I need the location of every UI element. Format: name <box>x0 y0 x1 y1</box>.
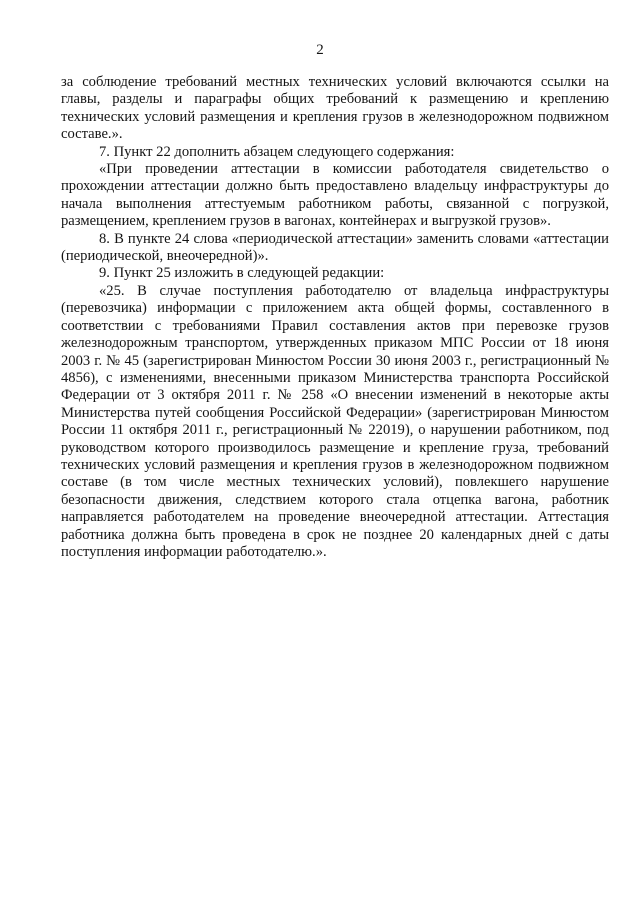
paragraph-item-8: 8. В пункте 24 слова «периодической аттестации» заменить словами «аттестации (периодической, внеочередной)». <box>61 230 609 265</box>
paragraph-item-9-quote: «25. В случае поступления работодателю от владельца инфраструктуры (перевозчика) информации с приложением акта общей формы, составленного в соответствии с требованиями Правил составления актов при перевозке грузов железнодорожным транспортом, утвержденных приказом МПС России от 18 июня 2003 г. № 45 (зарегистрирован Минюстом России 30 июня 2003 г., регистрационный № 4856), с изменениями, внесенными приказом Министерства транспорта Российской Федерации от 3 октября 2011 г. № 258 «О внесении изменений в некоторые акты Министерства путей сообщения Российской Федерации» (зарегистрирован Минюстом России 11 октября 2011 г., регистрационный № 22019), о нарушении работником, под руководством которого производилось размещение и крепление груза, требований технических условий размещения и крепления грузов в железнодорожном подвижном составе (в том числе местных технических условий), повлекшего нарушение безопасности движения, следствием которого стала отцепка вагона, работник направляется работодателем на проведение внеочередной аттестации. Аттестация работника должна быть проведена в срок не позднее 20 календарных дней с даты поступления информации работодателю.». <box>61 282 609 560</box>
paragraph-item-9: 9. Пункт 25 изложить в следующей редакции: <box>99 265 385 282</box>
paragraph-item-7-quote: «При проведении аттестации в комиссии работодателя свидетельство о прохождении аттестации должно быть предоставлено владельцу инфраструктуры до начала выполнения аттестуемым работником работы, связанной с погрузкой, размещением, креплением грузов в вагонах, контейнерах и выгрузкой грузов». <box>61 161 609 230</box>
paragraph-item-7: 7. Пункт 22 дополнить абзацем следующего содержания: <box>99 143 455 160</box>
body-text <box>61 74 609 561</box>
page-number: 2 <box>316 42 324 58</box>
paragraph-continuation: за соблюдение требований местных технических условий включаются ссылки на главы, разделы и параграфы общих требований к размещению и креплению технических условий размещения и крепления грузов в железнодорожном подвижном составе.». <box>61 74 609 143</box>
